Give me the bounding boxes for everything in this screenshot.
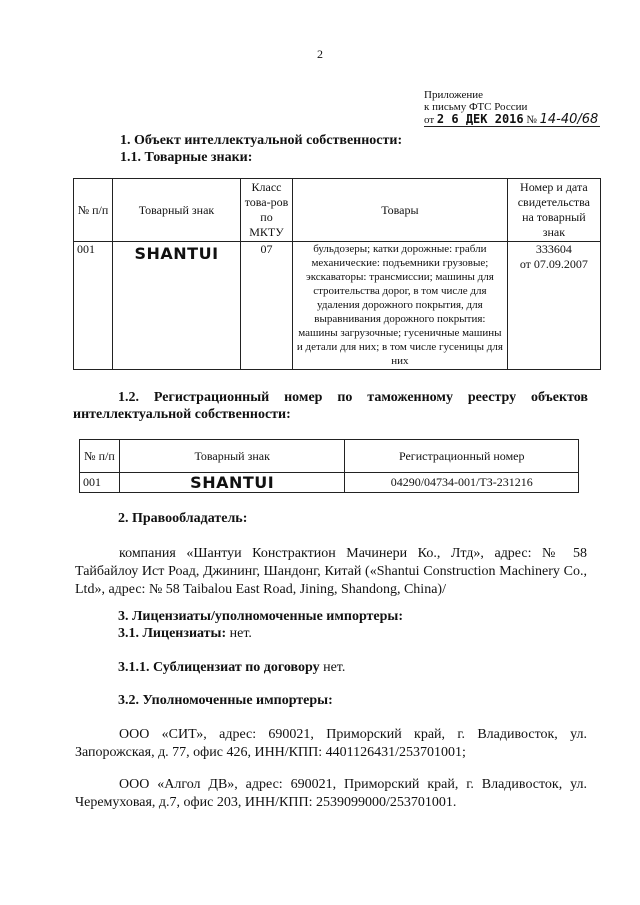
section1-title: 1. Объект интеллектуальной собственности: (120, 133, 403, 148)
section1-2-title-line2: интеллектуальной собственности: (73, 407, 291, 422)
appendix-date-stamp: 2 6 ДЕК 2016 (436, 112, 524, 126)
appendix-date-prefix: от (424, 114, 435, 126)
row-cert-number: 333604 (535, 242, 572, 256)
licensees-value: нет. (229, 626, 252, 641)
shantui-logo: SHANTUI (134, 244, 219, 263)
header-trademark: Товарный знак (113, 179, 241, 242)
rightholder-text: компания «Шантуи Констрактион Мачинери Ко., Лтд», адрес: № 58 Тайбайлоу Ист Роад, Джининг, Шандонг, Китай («Shantui Construction Machinery Co., Ltd», адрес: № 58 Taibalou East Road, Jining, Shandong, China)/ (75, 546, 587, 597)
sublicensee-value: нет. (323, 660, 346, 675)
appendix-line1: Приложение (424, 89, 484, 101)
importers-title: 3.2. Уполномоченные импортеры: (118, 693, 333, 708)
appendix-number-prefix: № (526, 114, 537, 126)
page-number: 2 (317, 47, 323, 61)
header-certificate: Номер и дата свидетельства на товарный знак (507, 179, 600, 242)
reg-header-number: Регистрационный номер (345, 440, 579, 473)
section1-1-title: 1.1. Товарные знаки: (120, 150, 253, 165)
importer-2: ООО «Алгол ДВ», адрес: 690021, Приморский край, г. Владивосток, ул. Черемуховая, д.7, офис 203, ИНН/КПП: 2539099000/253701001. (75, 777, 587, 810)
sublicensee-line (118, 660, 345, 676)
trademark-table (73, 178, 601, 370)
importer-1: ООО «СИТ», адрес: 690021, Приморский край, г. Владивосток, ул. Запорожская, д. 77, офис 426, ИНН/КПП: 4401126431/253701001; (75, 727, 587, 760)
appendix-number-handwritten: 14-40/68 (539, 112, 599, 127)
header-class: Класс това-ров по МКТУ (240, 179, 292, 242)
licensees-label: 3.1. Лицензиаты: (118, 626, 227, 641)
sublicensee-label: 3.1.1. Сублицензиат по договору (118, 660, 320, 675)
section3-title: 3. Лицензиаты/уполномоченные импортеры: (118, 609, 404, 624)
registration-table (79, 439, 579, 493)
reg-row-number: 04290/04734-001/ТЗ-231216 (345, 473, 579, 493)
row-num: 001 (74, 242, 113, 370)
shantui-logo: SHANTUI (190, 473, 275, 492)
reg-row-num: 001 (80, 473, 120, 493)
reg-header-num: № п/п (80, 440, 120, 473)
row-cert-date: от 07.09.2007 (519, 257, 588, 271)
header-num: № п/п (74, 179, 113, 242)
licensees-line (118, 626, 252, 642)
section2-title: 2. Правообладатель: (118, 511, 248, 526)
reg-header-trademark: Товарный знак (119, 440, 345, 473)
row-class: 07 (240, 242, 292, 370)
appendix-header (424, 89, 600, 127)
appendix-line2: к письму ФТС России (424, 101, 528, 113)
row-goods: бульдозеры; катки дорожные: грабли механические: подъемники грузовые; экскаваторы: трансмиссии; машины для строительства дорог, в том числе для удаления дорожного покрытия, для выравнивания дорожного покрытия: машины загрузочные; гусеничные машины и детали для них; в том числе гусеницы для них (293, 242, 508, 370)
section1-2-title-line1: 1.2. Регистрационный номер по таможенному реестру объектов (118, 390, 588, 405)
header-goods: Товары (293, 179, 508, 242)
